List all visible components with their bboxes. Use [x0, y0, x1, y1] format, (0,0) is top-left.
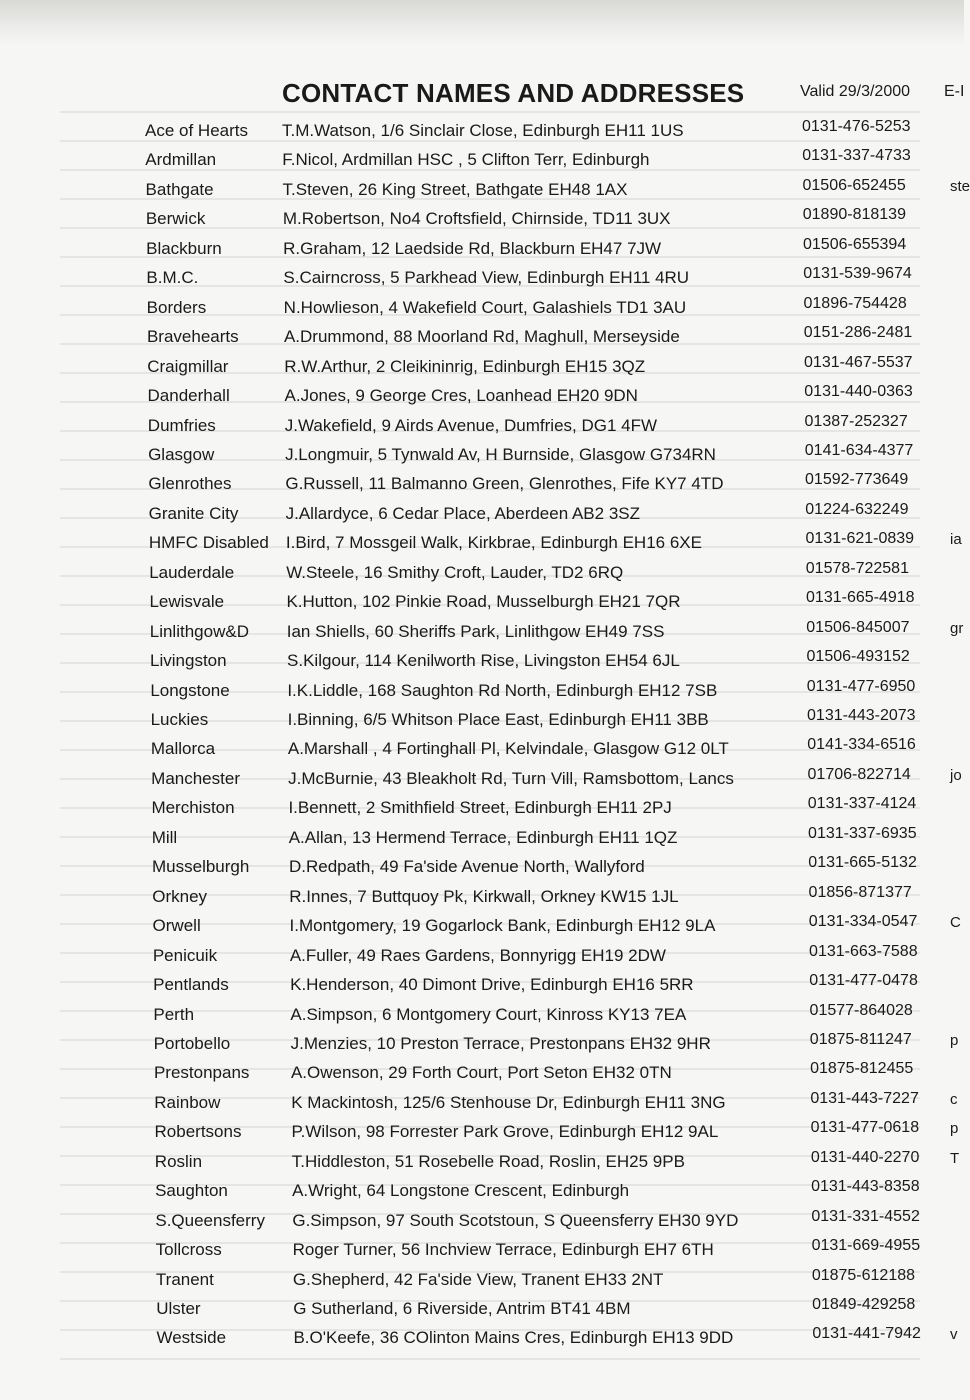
club-name: Luckies	[150, 710, 209, 729]
contact-row	[0, 589, 964, 618]
club-name: Roslin	[154, 1151, 203, 1171]
contact-address: A.Wright, 64 Longstone Crescent, Edinburgh	[292, 1181, 630, 1201]
cropped-edge-text: v	[950, 1326, 958, 1344]
club-name: Craigmillar	[147, 356, 229, 376]
club-name: Glasgow	[148, 444, 215, 464]
contact-phone: 0131-337-4733	[802, 147, 911, 165]
club-name: Bravehearts	[146, 327, 239, 347]
contact-row	[0, 235, 964, 265]
contact-phone: 0131-669-4955	[811, 1237, 921, 1255]
contact-address: S.Cairncross, 5 Parkhead View, Edinburgh EH11 4RU	[283, 268, 690, 288]
contact-phone: 0131-539-9674	[803, 265, 912, 283]
contact-row	[0, 294, 964, 324]
contact-address: A.Allan, 13 Hermend Terrace, Edinburgh EH11 1QZ	[288, 827, 678, 847]
contact-address: I.Bird, 7 Mossgeil Walk, Kirkbrae, Edinburgh EH16 6XE	[285, 533, 702, 553]
cropped-edge-label: E-I	[944, 83, 965, 100]
contact-phone: 0131-665-5132	[808, 854, 917, 872]
contact-address: G.Russell, 11 Balmanno Green, Glenrothes, Fife KY7 4TD	[285, 474, 724, 494]
club-name: Livingston	[150, 651, 227, 671]
contact-phone: 0131-665-4918	[806, 589, 915, 607]
contact-phone: 01592-773649	[805, 471, 909, 489]
contact-phone: 01506-655394	[803, 235, 907, 253]
contact-address: Ian Shiells, 60 Sheriffs Park, Linlithgow EH49 7SS	[286, 621, 665, 641]
cropped-edge-text: p	[950, 1120, 959, 1138]
contact-row	[0, 1001, 964, 1031]
contact-address: B.O'Keefe, 36 COlinton Mains Cres, Edinburgh EH13 9DD	[293, 1328, 734, 1348]
club-name: Westside	[156, 1328, 227, 1348]
contact-address: K.Hutton, 102 Pinkie Road, Musselburgh EH21 7QR	[286, 592, 681, 612]
contact-phone: 01896-754428	[803, 294, 907, 312]
contact-address: F.Nicol, Ardmillan HSC , 5 Clifton Terr, Edinburgh	[282, 150, 650, 170]
contact-row	[0, 1148, 964, 1178]
contact-phone: 0131-337-6935	[808, 824, 917, 842]
page-title: CONTACT NAMES AND ADDRESSES	[282, 78, 745, 108]
contact-phone: 0131-467-5537	[804, 353, 913, 371]
contact-row	[0, 118, 964, 147]
club-name: S.Queensferry	[155, 1210, 265, 1230]
contact-phone: 0131-621-0839	[805, 530, 915, 548]
contact-row	[0, 1030, 964, 1060]
contact-address: K Mackintosh, 125/6 Stenhouse Dr, Edinburgh EH11 3NG	[291, 1092, 726, 1112]
cropped-edge-text: gr	[950, 619, 964, 637]
contact-phone: 0131-337-4124	[807, 795, 917, 813]
contact-row	[0, 854, 964, 883]
contact-row	[0, 1207, 964, 1237]
contact-phone: 0131-476-5253	[802, 118, 911, 135]
contact-address: N.Howlieson, 4 Wakefield Court, Galashiels TD1 3AU	[283, 297, 687, 317]
contact-row	[0, 1060, 964, 1089]
contact-phone: 0131-443-2073	[807, 707, 916, 724]
contact-row	[0, 677, 964, 707]
cropped-edge-text: ia	[950, 531, 962, 549]
contact-row	[0, 942, 964, 972]
contact-phone: 0131-440-0363	[804, 383, 913, 401]
club-name: Lewisvale	[149, 592, 225, 612]
contact-address: M.Robertson, No4 Croftsfield, Chirnside, TD11 3UX	[282, 209, 671, 229]
contact-address: A.Marshall , 4 Fortinghall Pl, Kelvindale, Glasgow G12 0LT	[287, 739, 729, 759]
contact-phone: 01890-818139	[802, 206, 906, 224]
club-name: Bathgate	[145, 179, 214, 199]
contact-address: T.Hiddleston, 51 Rosebelle Road, Roslin, EH25 9PB	[291, 1151, 685, 1171]
club-name: Prestonpans	[153, 1063, 250, 1083]
contact-address: R.Graham, 12 Laedside Rd, Blackburn EH47 7JW	[283, 238, 662, 258]
club-name: Perth	[153, 1004, 195, 1024]
contact-row	[0, 324, 964, 353]
contact-row	[0, 1325, 964, 1354]
club-name: Musselburgh	[152, 857, 250, 877]
club-name: Saughton	[155, 1181, 228, 1201]
contact-row	[0, 1296, 964, 1325]
contact-row	[0, 972, 964, 1001]
club-name: Danderhall	[147, 386, 230, 406]
club-name: Blackburn	[146, 238, 222, 258]
contact-phone: 01875-812455	[810, 1060, 914, 1078]
contact-phone: 0131-477-6950	[806, 677, 916, 695]
contact-phone: 01875-612188	[811, 1266, 916, 1284]
contact-phone: 01506-493152	[806, 648, 910, 666]
contact-phone: 0141-334-6516	[807, 736, 916, 754]
contact-row	[0, 1119, 964, 1148]
contact-phone: 01224-632249	[805, 500, 909, 518]
cropped-edge-text: ste	[950, 177, 970, 195]
contact-address: T.M.Watson, 1/6 Sinclair Close, Edinburgh EH11 1US	[282, 121, 684, 140]
contact-phone: 01578-722581	[805, 559, 909, 577]
club-name: Dumfries	[147, 415, 216, 435]
contact-address: J.Longmuir, 5 Tynwald Av, H Burnside, Glasgow G734RN	[285, 444, 716, 464]
contact-row	[0, 707, 964, 736]
contact-address: I.Binning, 6/5 Whitson Place East, Edinburgh EH11 3BB	[287, 710, 709, 729]
club-name: Mallorca	[150, 739, 216, 759]
club-name: HMFC Disabled	[148, 533, 269, 553]
contact-row	[0, 1237, 964, 1266]
contact-row	[0, 736, 964, 765]
contact-address: A.Owenson, 29 Forth Court, Port Seton EH32 0TN	[290, 1063, 672, 1083]
contact-row	[0, 559, 964, 589]
contact-row	[0, 824, 964, 854]
contact-row	[0, 353, 964, 383]
contact-row	[0, 500, 964, 530]
contact-phone: 01387-252327	[804, 412, 908, 430]
contact-row	[0, 383, 964, 412]
contact-address: G.Simpson, 97 South Scotstoun, S Queensferry EH30 9YD	[292, 1210, 739, 1230]
contact-phone: 01506-652455	[802, 176, 906, 194]
contact-address: G.Shepherd, 42 Fa'side View, Tranent EH33 2NT	[292, 1269, 664, 1289]
cropped-edge-text: p	[950, 1031, 959, 1049]
contact-phone: 0131-477-0618	[810, 1119, 920, 1137]
valid-date: Valid 29/3/2000	[800, 83, 911, 100]
contact-row	[0, 913, 964, 942]
contact-phone: 01506-845007	[806, 618, 910, 636]
contact-address: J.Allardyce, 6 Cedar Place, Aberdeen AB2 3SZ	[285, 503, 640, 523]
club-name: Ulster	[156, 1299, 201, 1318]
contact-phone: 0151-286-2481	[803, 324, 913, 342]
club-name: Robertsons	[154, 1122, 242, 1142]
cropped-edge-text: c	[950, 1090, 958, 1108]
contact-address: J.Wakefield, 9 Airds Avenue, Dumfries, DG1 4FW	[284, 415, 658, 435]
contact-address: S.Kilgour, 114 Kenilworth Rise, Livingston EH54 6JL	[287, 651, 680, 671]
club-name: Portobello	[153, 1033, 231, 1053]
contact-row	[0, 648, 964, 677]
club-name: Merchiston	[151, 798, 235, 818]
club-name: Tranent	[155, 1269, 214, 1289]
contact-phone: 0131-443-7227	[810, 1089, 919, 1107]
contact-phone: 0131-477-0478	[809, 972, 918, 990]
club-name: B.M.C.	[146, 268, 199, 288]
club-name: Borders	[146, 297, 207, 317]
contact-address: J.McBurnie, 43 Bleakholt Rd, Turn Vill, Ramsbottom, Lancs	[288, 768, 734, 788]
club-name: Linlithgow&D	[149, 621, 249, 641]
contact-row	[0, 147, 964, 176]
club-name: Berwick	[145, 209, 206, 229]
contact-phone: 0141-634-4377	[804, 441, 914, 459]
contact-phone: 01706-822714	[807, 765, 911, 783]
contact-address: T.Steven, 26 King Street, Bathgate EH48 1AX	[282, 179, 628, 199]
contact-phone: 01875-811247	[809, 1030, 912, 1048]
contact-address: W.Steele, 16 Smithy Croft, Lauder, TD2 6RQ	[286, 562, 624, 582]
contact-phone: 0131-440-2270	[810, 1148, 920, 1166]
contact-row	[0, 1266, 964, 1296]
cropped-edge-text: T	[950, 1149, 960, 1167]
cropped-edge-text: jo	[950, 766, 962, 784]
contact-address: I.Bennett, 2 Smithfield Street, Edinburgh EH11 2PJ	[288, 798, 672, 818]
club-name: Ardmillan	[145, 150, 217, 170]
cropped-edge-text: C	[950, 914, 961, 932]
contact-row	[0, 883, 964, 913]
contact-row	[0, 265, 964, 294]
club-name: Longstone	[150, 680, 230, 700]
contact-row	[0, 1089, 964, 1119]
contact-phone: 0131-441-7942	[812, 1325, 921, 1343]
contact-phone: 01577-864028	[809, 1001, 913, 1019]
contact-address: R.W.Arthur, 2 Cleikininrig, Edinburgh EH15 3QZ	[284, 356, 646, 376]
contact-row	[0, 1178, 964, 1207]
contact-address: D.Redpath, 49 Fa'side Avenue North, Wallyford	[289, 857, 645, 877]
contact-row	[0, 795, 964, 824]
club-name: Manchester	[151, 768, 240, 788]
contact-address: A.Fuller, 49 Raes Gardens, Bonnyrigg EH19 2DW	[289, 945, 666, 965]
contact-row	[0, 471, 964, 500]
contact-address: I.Montgomery, 19 Gogarlock Bank, Edinburgh EH12 9LA	[289, 916, 716, 936]
club-name: Mill	[151, 827, 178, 847]
contact-phone: 0131-663-7588	[809, 942, 918, 960]
contact-row	[0, 412, 964, 442]
contact-row	[0, 530, 964, 559]
contact-address: R.Innes, 7 Buttquoy Pk, Kirkwall, Orkney KW15 1JL	[289, 886, 679, 906]
contact-address: K.Henderson, 40 Dimont Drive, Edinburgh EH16 5RR	[290, 975, 694, 995]
club-name: Ace of Hearts	[145, 121, 248, 140]
contact-phone: 0131-331-4552	[811, 1207, 920, 1225]
contact-address: A.Jones, 9 George Cres, Loanhead EH20 9DN	[284, 386, 638, 406]
contact-row	[0, 441, 964, 471]
club-name: Glenrothes	[148, 474, 232, 494]
contact-phone: 01849-429258	[812, 1296, 916, 1313]
club-name: Pentlands	[153, 975, 229, 995]
contact-row	[0, 206, 964, 235]
contact-phone: 0131-443-8358	[811, 1178, 920, 1196]
contact-address: A.Simpson, 6 Montgomery Court, Kinross KY13 7EA	[290, 1004, 687, 1024]
club-name: Tollcross	[155, 1240, 222, 1260]
contact-address: G Sutherland, 6 Riverside, Antrim BT41 4BM	[293, 1299, 631, 1318]
contact-row	[0, 765, 964, 795]
contact-phone: 01856-871377	[808, 883, 912, 901]
club-name: Orwell	[152, 916, 201, 936]
contact-phone: 0131-334-0547	[808, 913, 918, 931]
club-name: Granite City	[148, 503, 239, 523]
contact-address: A.Drummond, 88 Moorland Rd, Maghull, Merseyside	[283, 327, 680, 347]
contact-address: I.K.Liddle, 168 Saughton Rd North, Edinburgh EH12 7SB	[287, 680, 718, 700]
club-name: Orkney	[152, 886, 208, 906]
club-name: Rainbow	[154, 1092, 221, 1112]
contact-row	[0, 618, 964, 648]
club-name: Lauderdale	[149, 562, 235, 582]
contact-address: Roger Turner, 56 Inchview Terrace, Edinburgh EH7 6TH	[292, 1240, 714, 1260]
club-name: Penicuik	[152, 945, 218, 965]
contact-address: J.Menzies, 10 Preston Terrace, Prestonpans EH32 9HR	[290, 1033, 711, 1053]
contact-row	[0, 176, 970, 206]
contact-address: P.Wilson, 98 Forrester Park Grove, Edinburgh EH12 9AL	[291, 1122, 719, 1142]
